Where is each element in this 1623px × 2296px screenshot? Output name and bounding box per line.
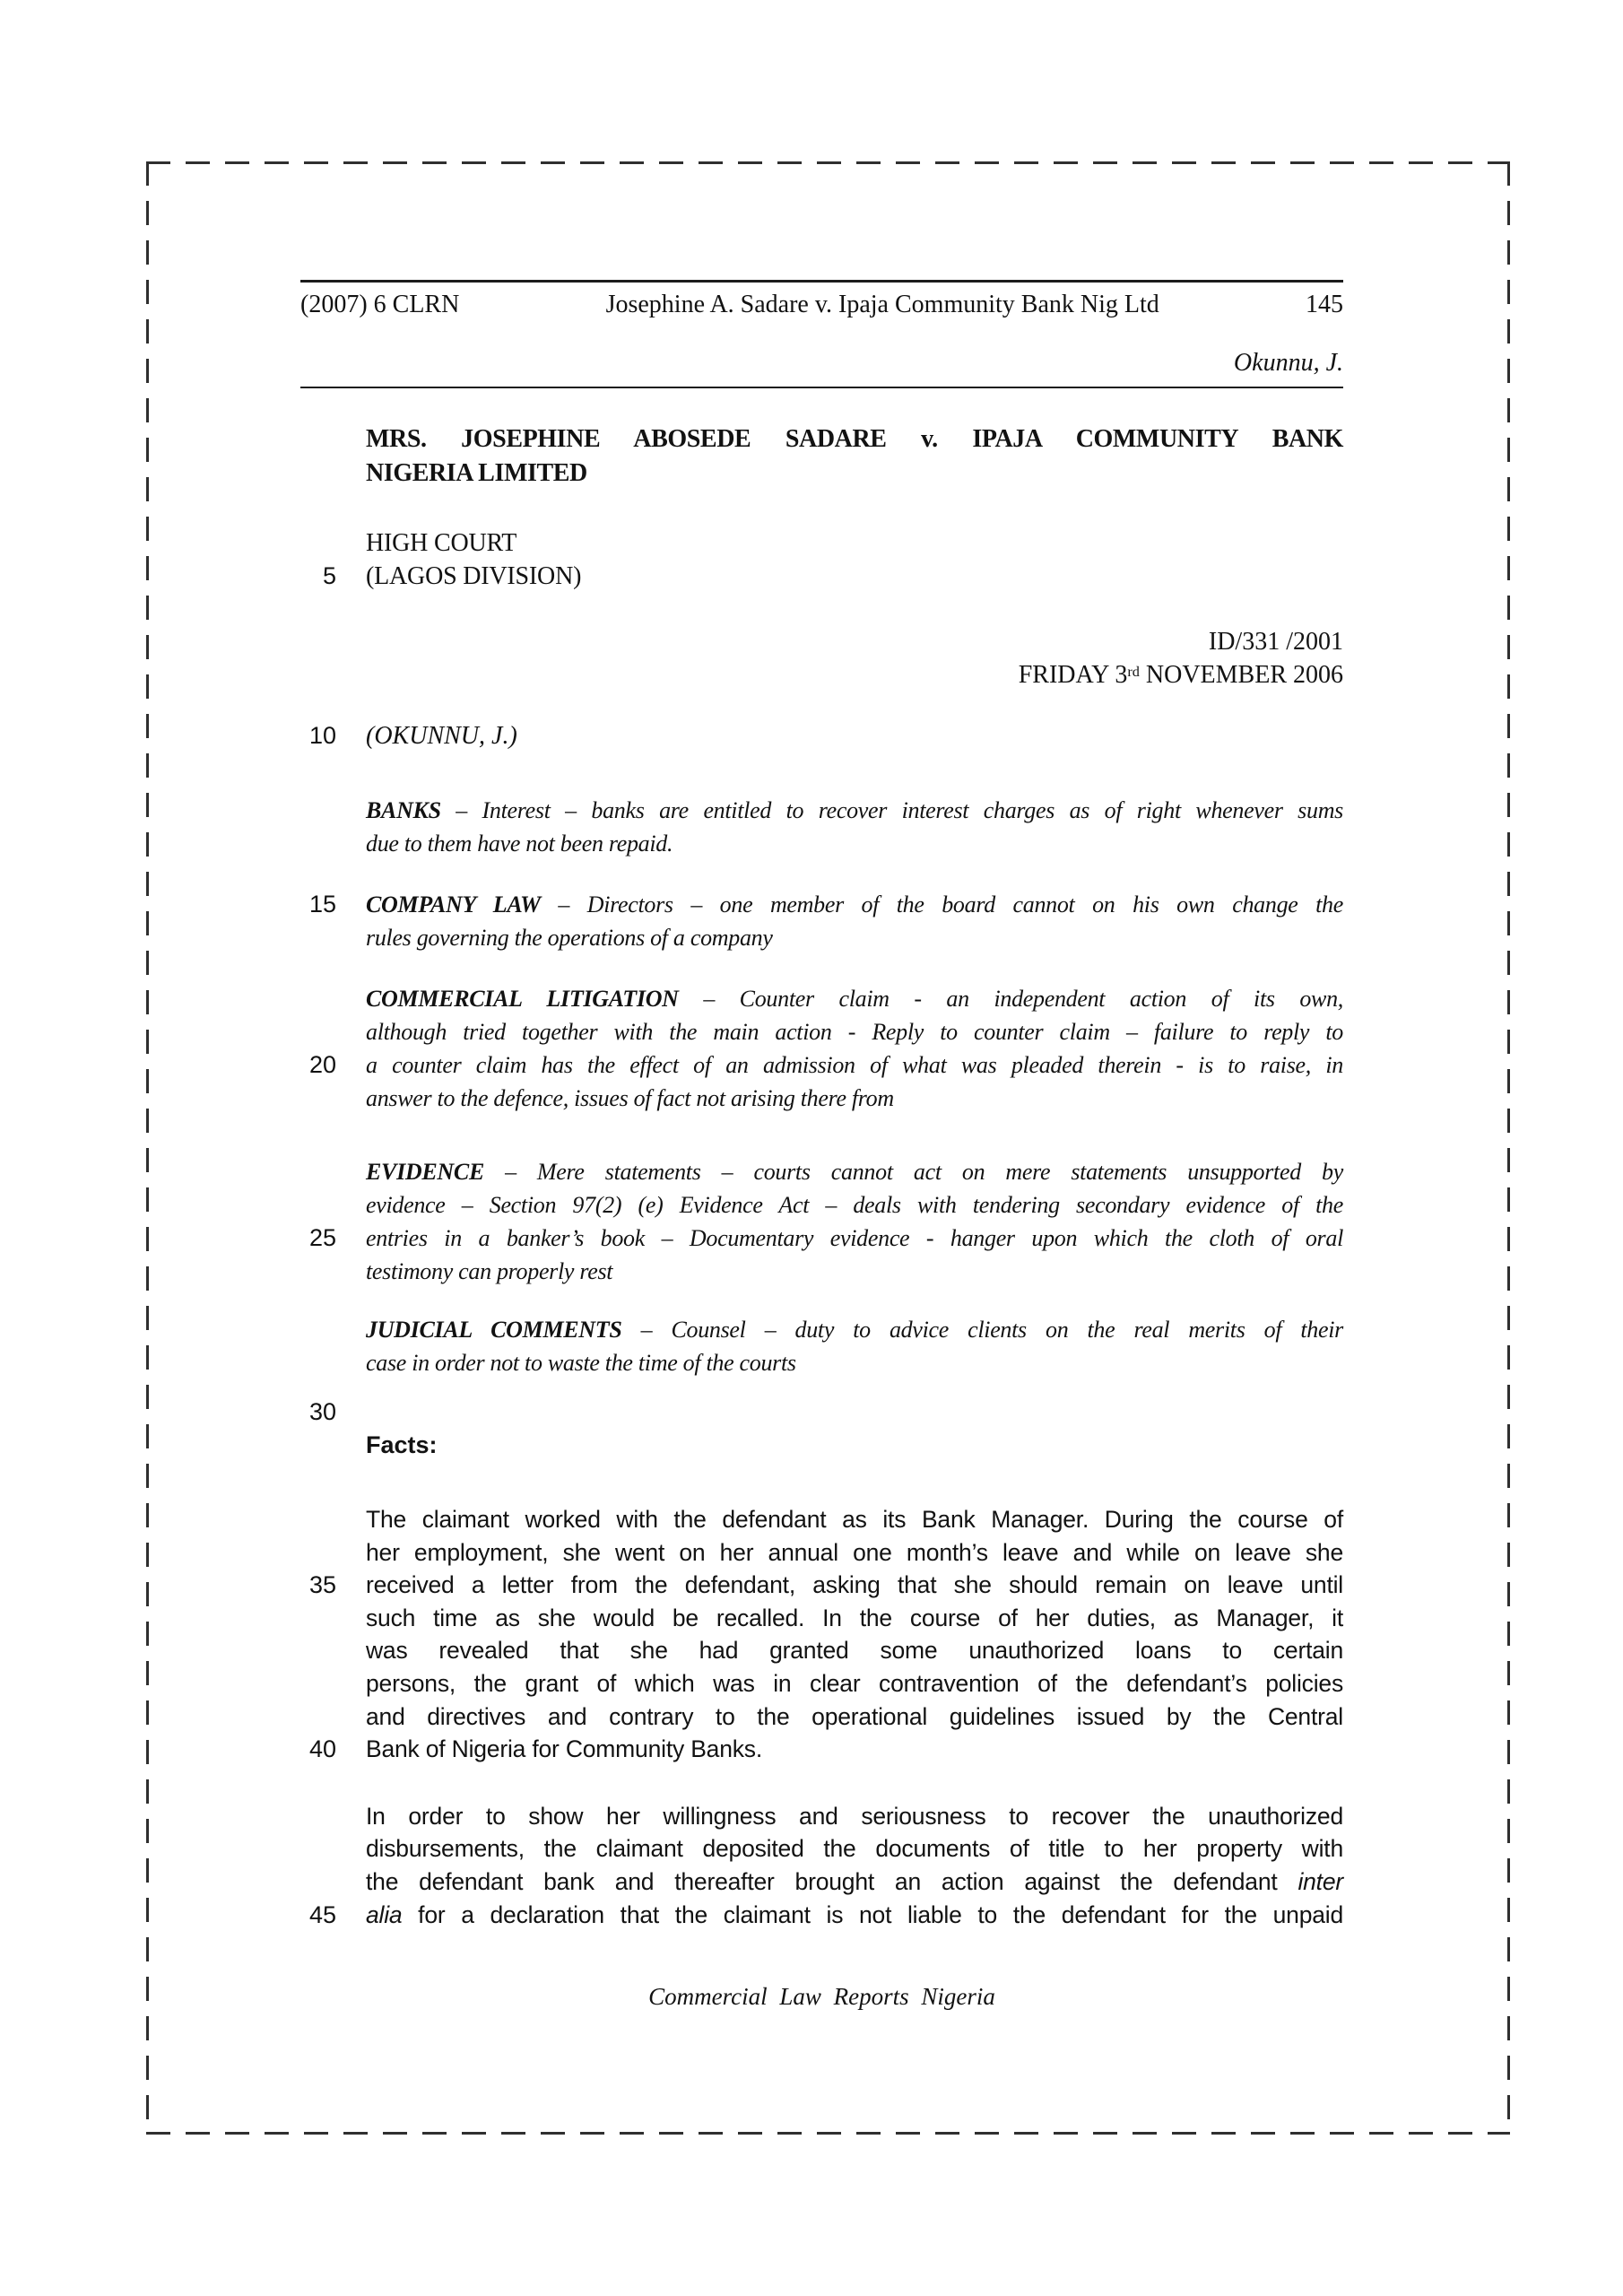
case-title: [300, 422, 1343, 491]
body-text-line: In order to show her willingness and seriousness to recover the unauthorized: [366, 1802, 1343, 1830]
catchnote-line: EVIDENCE – Mere statements – courts cannot act on mere statements unsupported by: [366, 1159, 1343, 1185]
body-text-line: and directives and contrary to the operational guidelines issued by the Central: [366, 1702, 1343, 1730]
latin-phrase: inter: [1298, 1867, 1343, 1895]
court-block: [300, 526, 1343, 593]
catchword: BANKS: [366, 797, 441, 823]
catchnote-line: a counter claim has the effect of an admission of what was pleaded therein - is to raise, in: [366, 1052, 1343, 1078]
catchword: COMPANY LAW: [366, 891, 541, 918]
catchnote-line: rules governing the operations of a company: [366, 925, 773, 951]
line-number-10: 10: [308, 722, 336, 749]
body-text-line: her employment, she went on her annual one month’s leave and while on leave she: [366, 1538, 1343, 1566]
page-border-top: [146, 161, 1510, 164]
running-header: [300, 283, 1343, 320]
body-text-line: persons, the grant of which was in clear contravention of the defendant’s policies: [366, 1669, 1343, 1697]
ordinal-superscript: rd: [1127, 663, 1140, 680]
body-text-line: The claimant worked with the defendant as its Bank Manager. During the course of: [366, 1506, 1343, 1533]
body-text-line: received a letter from the defendant, asking that she should remain on leave until: [366, 1571, 1343, 1599]
footer-publication-name: Commercial Law Reports Nigeria: [648, 1983, 995, 2011]
court-name: HIGH COURT: [366, 529, 517, 557]
catchnote-line: evidence – Section 97(2) (e) Evidence Act – deals with tendering secondary evidence of the: [366, 1192, 1343, 1218]
line-number-5: 5: [322, 562, 336, 589]
case-reference-block: [300, 625, 1343, 695]
catchnote-line: COMPANY LAW – Directors – one member of the board cannot on his own change the: [366, 891, 1343, 918]
catchnote-line: due to them have not been repaid.: [366, 831, 673, 857]
facts-heading: Facts:: [366, 1431, 438, 1458]
facts-heading-block: [300, 1429, 1343, 1462]
facts-paragraph-1: [300, 1503, 1343, 1766]
body-text-line: disbursements, the claimant deposited the documents of title to her property with: [366, 1835, 1343, 1863]
running-case-name: Josephine A. Sadare v. Ipaja Community Bank Nig Ltd: [605, 291, 1159, 318]
judgment-date: FRIDAY 3rd NOVEMBER 2006: [1018, 661, 1343, 689]
latin-phrase: alia: [366, 1900, 403, 1928]
body-text-line: was revealed that she had granted some unauthorized loans to certain: [366, 1637, 1343, 1665]
page-border-right: [1507, 161, 1510, 2135]
body-text-line: the defendant bank and thereafter brought an action against the defendant inter: [366, 1867, 1343, 1895]
page-border-bottom: [146, 2132, 1510, 2135]
case-title-line-2: NIGERIA LIMITED: [366, 459, 587, 487]
catchword: COMMERCIAL LITIGATION: [366, 986, 679, 1012]
suit-number: ID/331 /2001: [1208, 628, 1343, 656]
line-number-30-row: [300, 1396, 1343, 1429]
body-text-line: alia for a declaration that the claimant is not liable to the defendant for the unpaid: [366, 1900, 1343, 1928]
catchnote-company-law: [300, 888, 1343, 954]
catchnote-banks: [300, 794, 1343, 860]
page-number: 145: [1306, 291, 1343, 318]
line-number-25: 25: [308, 1224, 336, 1251]
line-number-15: 15: [308, 891, 336, 918]
presiding-judge: (OKUNNU, J.): [366, 722, 517, 750]
catchnote-line: BANKS – Interest – banks are entitled to recover interest charges as of right whenever sums: [366, 797, 1343, 823]
catchword: EVIDENCE: [366, 1159, 484, 1185]
line-number-35: 35: [308, 1571, 336, 1599]
court-division: (LAGOS DIVISION): [366, 562, 582, 590]
catchnote-line: entries in a banker’s book – Documentary evidence - hanger upon which the cloth of oral: [366, 1225, 1343, 1251]
catchword: JUDICIAL COMMENTS: [366, 1317, 622, 1343]
line-number-20: 20: [308, 1051, 336, 1078]
body-text-line: Bank of Nigeria for Community Banks.: [366, 1735, 763, 1763]
body-text-line: such time as she would be recalled. In the course of her duties, as Manager, it: [366, 1604, 1343, 1631]
page-border-left: [146, 161, 149, 2135]
presiding-judge-block: [300, 719, 1343, 752]
line-number-40: 40: [308, 1735, 336, 1763]
catchnote-line: COMMERCIAL LITIGATION – Counter claim - an independent action of its own,: [366, 986, 1343, 1012]
catchnote-commercial-litigation: [300, 982, 1343, 1115]
citation: (2007) 6 CLRN: [300, 291, 460, 318]
catchnote-line: although tried together with the main action - Reply to counter claim – failure to reply to: [366, 1019, 1343, 1045]
catchnote-line: case in order not to waste the time of the courts: [366, 1350, 796, 1376]
catchnote-evidence: [300, 1155, 1343, 1288]
line-number-45: 45: [308, 1900, 336, 1928]
case-title-line-1: MRS. JOSEPHINE ABOSEDE SADARE v. IPAJA COMMUNITY BANK: [366, 425, 1343, 453]
line-number-30: 30: [308, 1398, 336, 1425]
page-content: [300, 280, 1343, 2011]
catchnote-line: testimony can properly rest: [366, 1258, 613, 1284]
judge-name: Okunnu, J.: [1233, 349, 1343, 377]
facts-paragraph-2: [300, 1800, 1343, 1931]
header-rule-bottom: [300, 387, 1343, 388]
catchnote-line: JUDICIAL COMMENTS – Counsel – duty to advice clients on the real merits of their: [366, 1317, 1343, 1343]
catchnote-judicial-comments: [300, 1313, 1343, 1379]
catchnote-line: answer to the defence, issues of fact not arising there from: [366, 1085, 894, 1111]
